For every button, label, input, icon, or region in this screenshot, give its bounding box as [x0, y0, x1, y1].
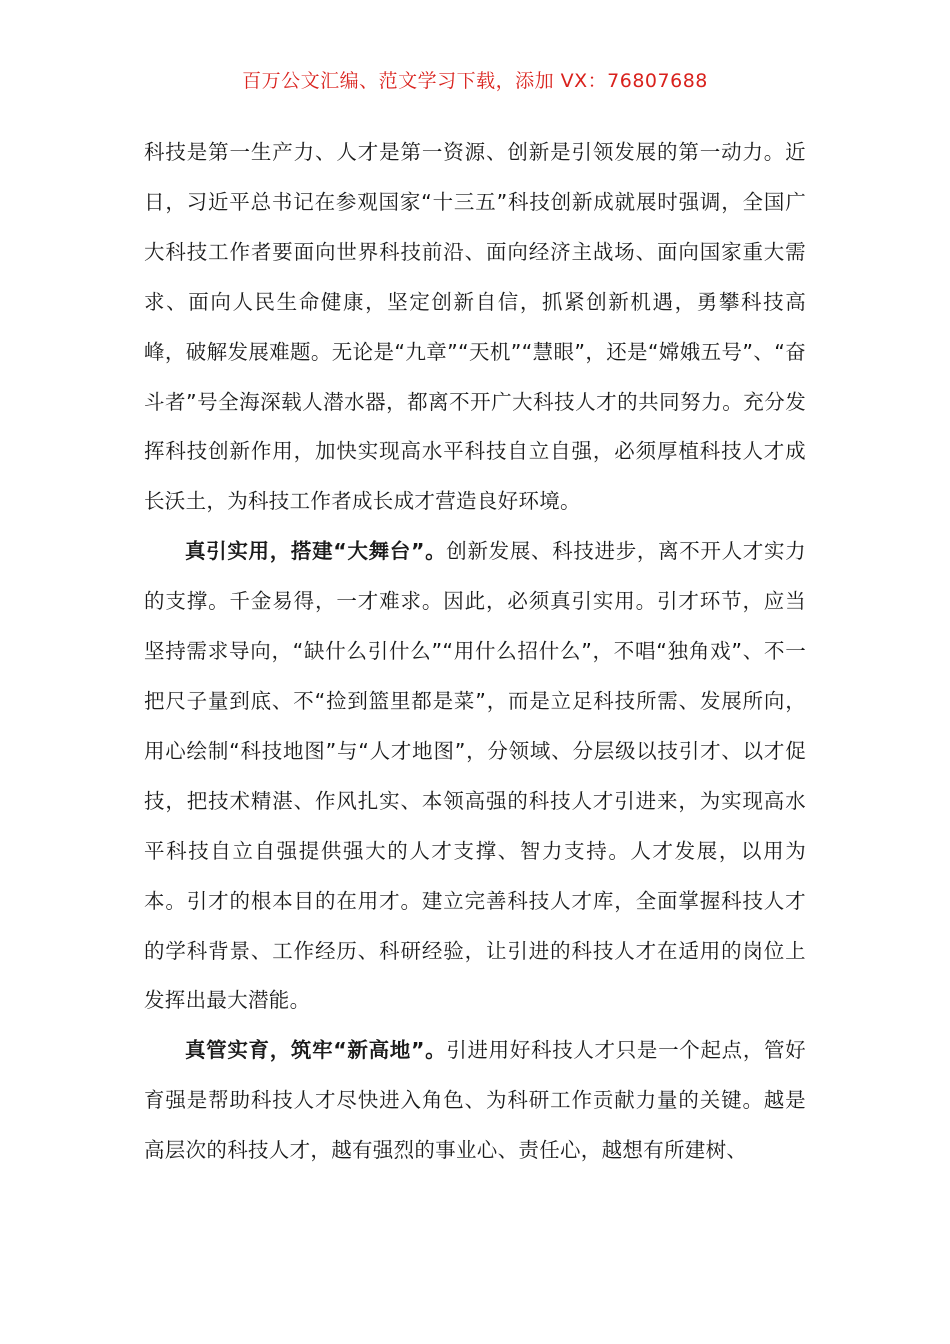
- paragraph-section-manage: [144, 1026, 806, 1176]
- paragraph-intro: [144, 128, 806, 527]
- section-heading: 真引实用，搭建“大舞台”。: [185, 539, 447, 564]
- paragraph-text: 科技是第一生产力、人才是第一资源、创新是引领发展的第一动力。近日，习近平总书记在参观国家“十三五”科技创新成就展时强调，全国广大科技工作者要面向世界科技前沿、面向经济主战场、面向国家重大需求、面向人民生命健康，坚定创新自信，抓紧创新机遇，勇攀科技高峰，破解发展难题。无论是“九章”“天机”“慧眼”，还是“嫦娥五号”、“奋斗者”号全海深载人潜水器，都离不开广大科技人才的共同努力。充分发挥科技创新作用，加快实现高水平科技自立自强，必须厚植科技人才成长沃土，为科技工作者成长成才营造良好环境。: [144, 140, 806, 514]
- document-body: [144, 128, 806, 1176]
- section-heading: 真管实育，筑牢“新高地”。: [185, 1038, 447, 1063]
- header-banner: 百万公文汇编、范文学习下载，添加 VX：76807688: [242, 70, 708, 92]
- paragraph-text: 创新发展、科技进步，离不开人才实力的支撑。千金易得，一才难求。因此，必须真引实用。引才环节，应当坚持需求导向，“缺什么引什么”“用什么招什么”，不唱“独角戏”、不一把尺子量到底、不“捡到篮里都是菜”，而是立足科技所需、发展所向，用心绘制“科技地图”与“人才地图”，分领域、分层级以技引才、以才促技，把技术精湛、作风扎实、本领高强的科技人才引进来，为实现高水平科技自立自强提供强大的人才支撑、智力支持。人才发展，以用为本。引才的根本目的在用才。建立完善科技人才库，全面掌握科技人才的学科背景、工作经历、科研经验，让引进的科技人才在适用的岗位上发挥出最大潜能。: [144, 539, 806, 1013]
- paragraph-section-recruit: [144, 527, 806, 1026]
- paragraph-text: 引进用好科技人才只是一个起点，管好育强是帮助科技人才尽快进入角色、为科研工作贡献力量的关键。越是高层次的科技人才，越有强烈的事业心、责任心，越想有所建树、: [144, 1038, 806, 1163]
